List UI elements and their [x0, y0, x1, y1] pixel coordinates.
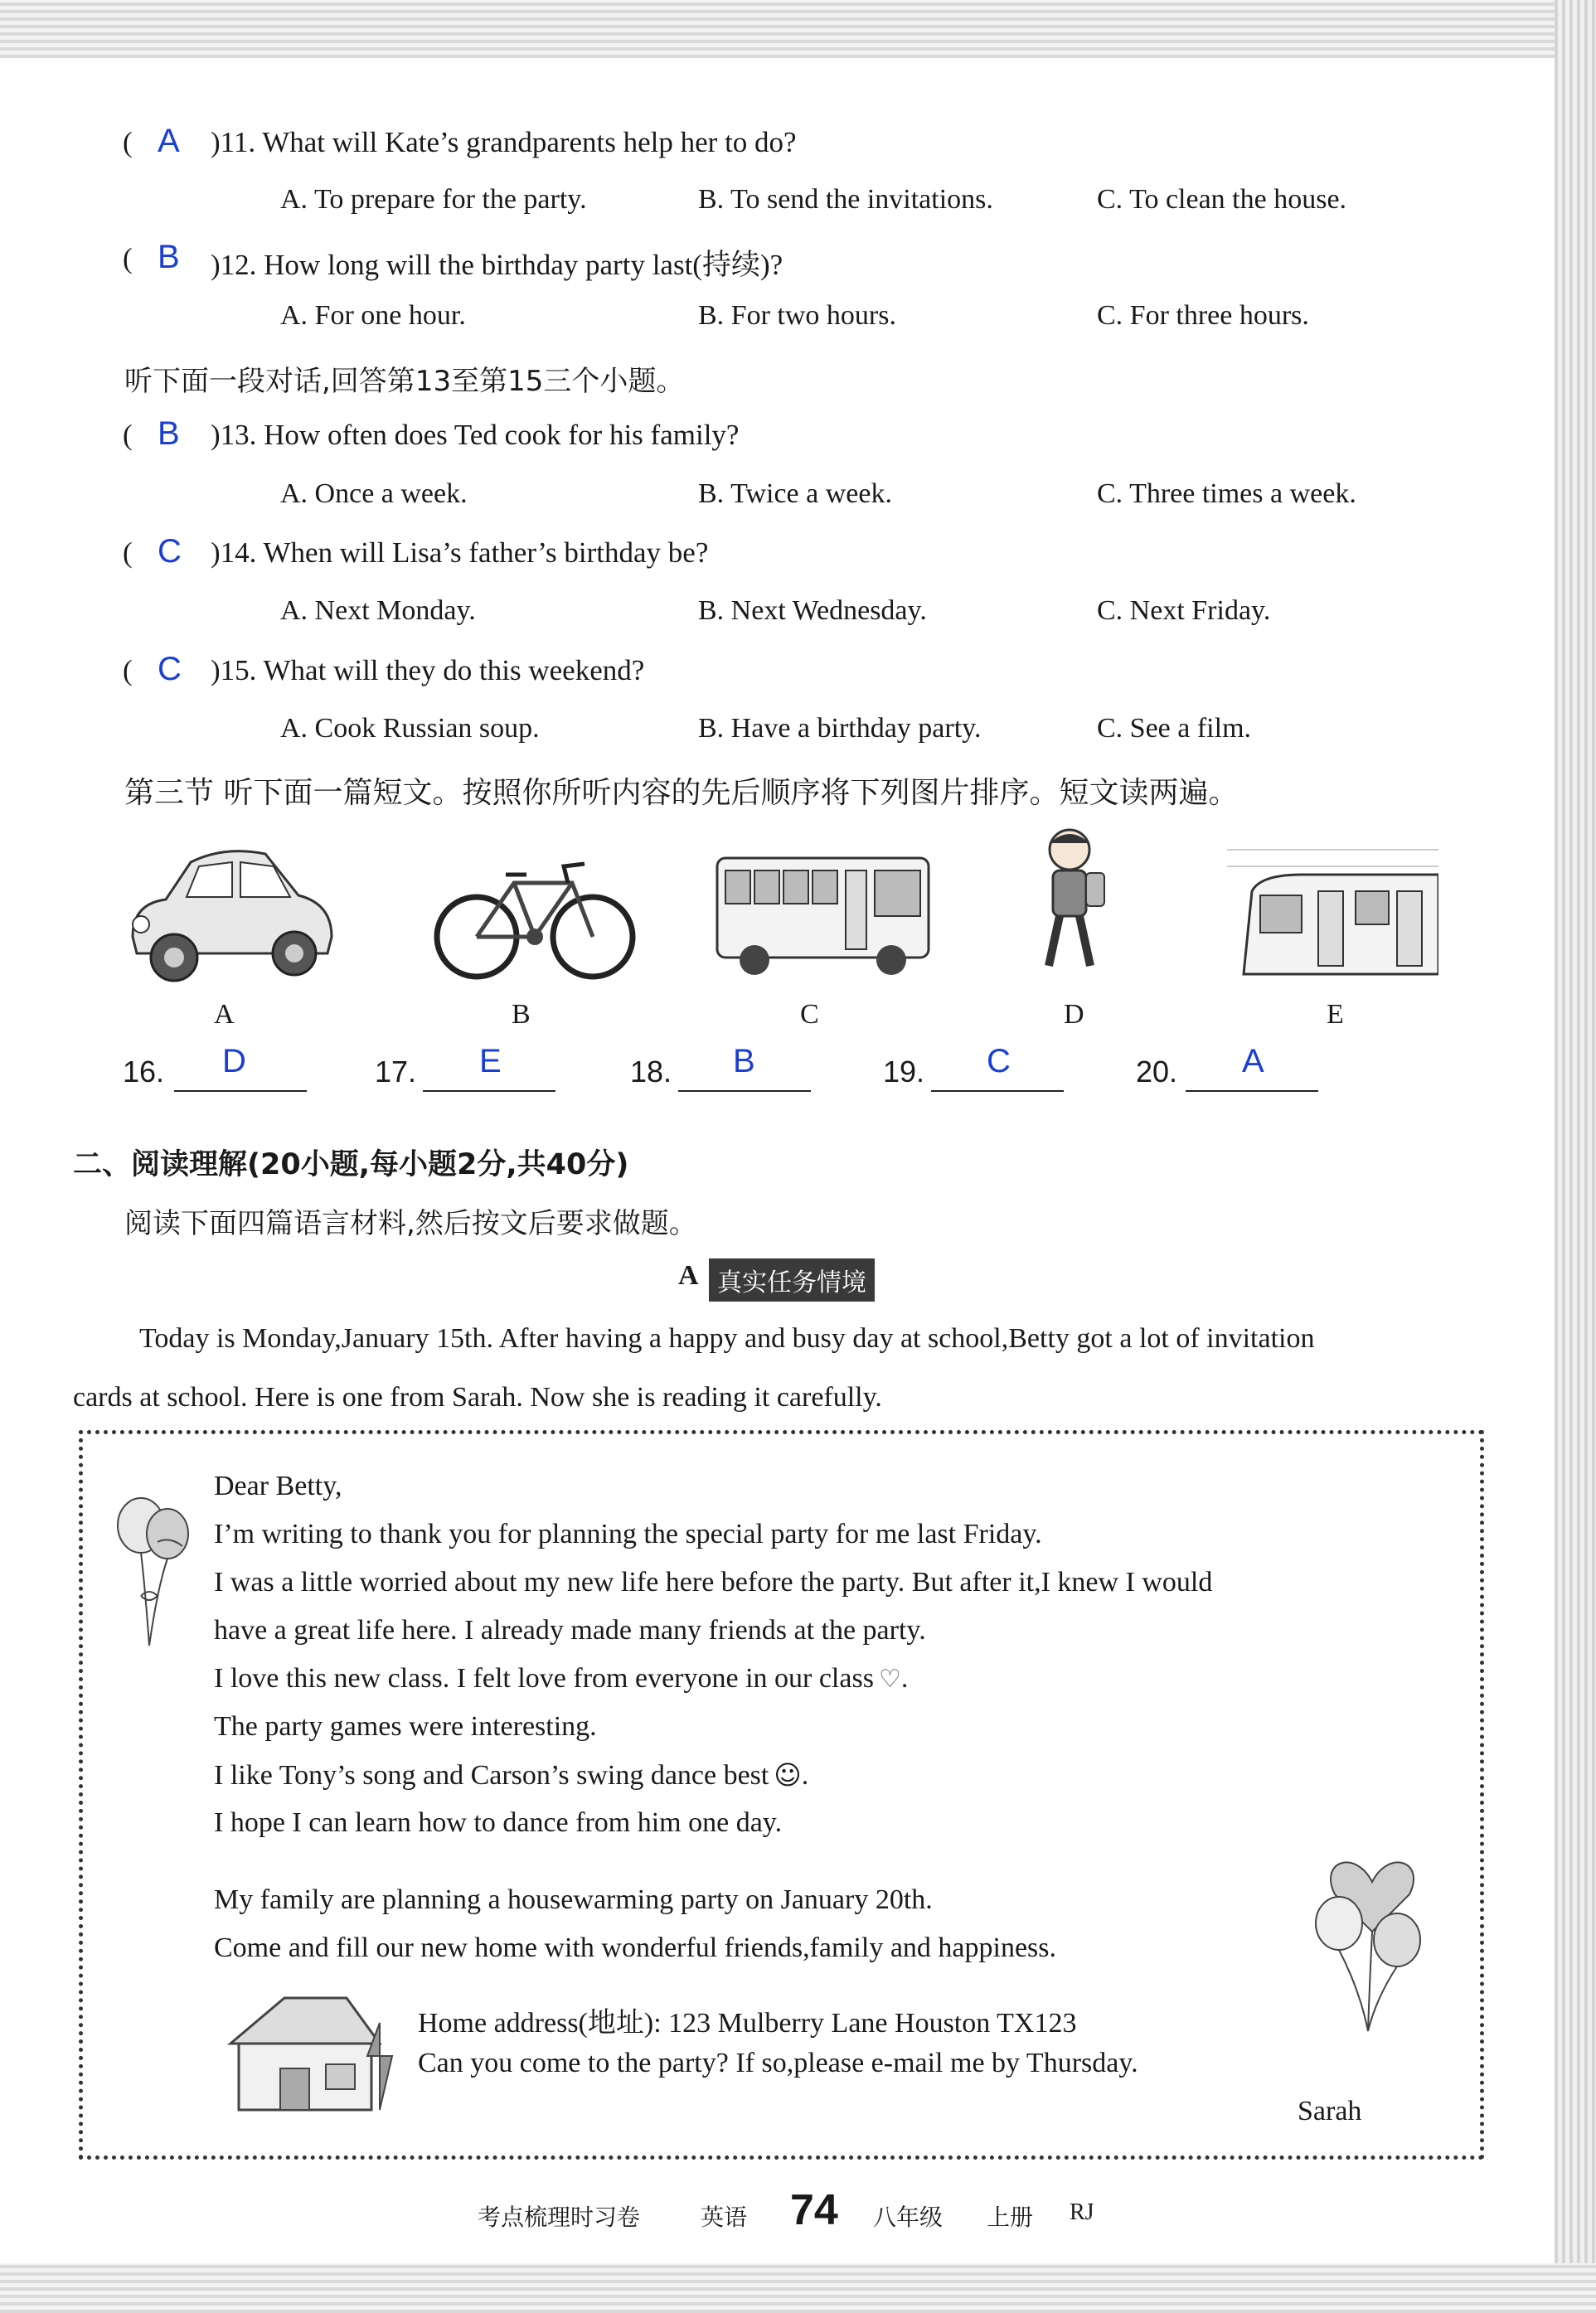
option-c: C. To clean the house. [1097, 184, 1347, 215]
option-b: B. For two hours. [698, 300, 896, 331]
option-a: A. Cook Russian soup. [280, 713, 540, 744]
paren-open: ( [123, 419, 133, 451]
answer-14: C [158, 533, 182, 570]
letter-line: I love this new class. I felt love from everyone in our class [214, 1663, 874, 1694]
question-text: )13. How often does Ted cook for his family? [211, 419, 740, 451]
letter-line: I hope I can learn how to dance from him one day. [214, 1807, 783, 1838]
reading-instruction: 阅读下面四篇语言材料,然后按文后要求做题。 [124, 1207, 697, 1240]
reading-heading: 二、阅读理解(20小题,每小题2分,共40分) [73, 1148, 629, 1181]
blank-number: 17. [375, 1055, 417, 1089]
answer-19: C [987, 1043, 1011, 1079]
smiley-icon: ☺ [774, 1759, 802, 1791]
option-a: A. Next Monday. [280, 595, 476, 626]
letter-address: Home address(地址): 123 Mulberry Lane Houston TX123 [418, 2008, 1077, 2039]
blank-number: 18. [630, 1055, 672, 1089]
question-text: )14. When will Lisa’s father’s birthday be? [211, 536, 709, 569]
heart-balloons-icon [1310, 1832, 1434, 2039]
paren-open: ( [123, 654, 133, 686]
option-a: A. For one hour. [280, 300, 466, 331]
answer-13: B [158, 415, 180, 452]
section3-instruction: 第三节 听下面一篇短文。按照你所听内容的先后顺序将下列图片排序。短文读两遍。 [124, 776, 1239, 810]
footer-edition: RJ [1070, 2199, 1094, 2225]
footer-volume: 上册 [987, 2204, 1034, 2231]
letter-line: I’m writing to thank you for planning the special party for me last Friday. [214, 1519, 1042, 1549]
letter-signature: Sarah [1298, 2096, 1362, 2126]
option-b: B. Twice a week. [698, 478, 892, 509]
car-icon [116, 837, 340, 995]
answer-17: E [479, 1043, 502, 1079]
bicycle-icon [431, 846, 638, 987]
blank-number: 20. [1136, 1055, 1178, 1089]
footer-grade: 八年级 [873, 2204, 944, 2231]
option-c: C. For three hours. [1097, 300, 1309, 331]
walking-boy-icon [1028, 825, 1119, 978]
letter-line: I like Tony’s song and Carson’s swing dance best [214, 1760, 769, 1791]
option-b: B. To send the invitations. [698, 184, 993, 215]
blank-number: 19. [883, 1055, 925, 1089]
passage-tag: 真实任务情境 [709, 1258, 875, 1302]
top-border [0, 0, 1596, 58]
passage-intro-line: cards at school. Here is one from Sarah. Now she is reading it carefully. [73, 1382, 882, 1413]
paren-open: ( [123, 126, 133, 158]
letter-greeting: Dear Betty, [214, 1471, 342, 1501]
question-text: )12. How long will the birthday party last(持续)? [211, 249, 783, 281]
answer-16: D [222, 1043, 246, 1079]
letter-invite-line: My family are planning a housewarming party on January 20th. [214, 1884, 933, 1915]
picture-label-a: A [214, 999, 235, 1030]
question-text: )15. What will they do this weekend? [211, 654, 645, 686]
page-number: 74 [790, 2186, 838, 2234]
answer-11: A [158, 123, 180, 159]
paren-open: ( [123, 536, 133, 569]
bottom-border [0, 2263, 1596, 2313]
answer-15: C [158, 651, 182, 687]
letter-line: have a great life here. I already made many friends at the party. [214, 1615, 926, 1646]
letter-line-heart [214, 1663, 908, 1695]
dialogue-intro: 听下面一段对话,回答第13至第15三个小题。 [124, 365, 685, 398]
option-b: B. Have a birthday party. [698, 713, 982, 744]
period: . [900, 1663, 909, 1694]
option-c: C. Three times a week. [1097, 478, 1356, 509]
letter-line: I was a little worried about my new life here before the party. But after it,I knew I would [214, 1567, 1213, 1598]
picture-label-c: C [800, 999, 819, 1030]
option-c: C. Next Friday. [1097, 595, 1271, 626]
house-icon [222, 1990, 396, 2114]
letter-line: The party games were interesting. [214, 1711, 597, 1742]
picture-label-e: E [1327, 999, 1344, 1030]
footer-subject: 英语 [701, 2204, 748, 2231]
bus-icon [713, 846, 937, 987]
right-border [1555, 0, 1596, 2313]
option-a: A. To prepare for the party. [280, 184, 587, 215]
picture-label-d: D [1064, 999, 1084, 1030]
blank-number: 16. [123, 1055, 165, 1089]
letter-rsvp: Can you come to the party? If so,please e-mail me by Thursday. [418, 2048, 1138, 2078]
answer-18: B [733, 1043, 755, 1079]
period: . [801, 1760, 809, 1791]
balloons-icon [108, 1488, 199, 1654]
footer-title: 考点梳理时习卷 [478, 2204, 641, 2231]
letter-line-smile [214, 1759, 808, 1792]
paren-open: ( [123, 242, 133, 274]
option-b: B. Next Wednesday. [698, 595, 927, 626]
passage-label: A [678, 1260, 699, 1291]
passage-intro-line: Today is Monday,January 15th. After having a happy and busy day at school,Betty got a lot of invitation [139, 1323, 1315, 1354]
picture-label-b: B [512, 999, 531, 1030]
answer-12: B [158, 239, 180, 275]
option-c: C. See a film. [1097, 713, 1252, 744]
option-a: A. Once a week. [280, 478, 468, 509]
question-text: )11. What will Kate’s grandparents help her to do? [211, 126, 797, 158]
letter-invite-line: Come and fill our new home with wonderful friends,family and happiness. [214, 1932, 1056, 1963]
answer-20: A [1242, 1043, 1264, 1079]
subway-train-icon [1227, 841, 1438, 982]
heart-icon: ♡ [878, 1665, 901, 1694]
